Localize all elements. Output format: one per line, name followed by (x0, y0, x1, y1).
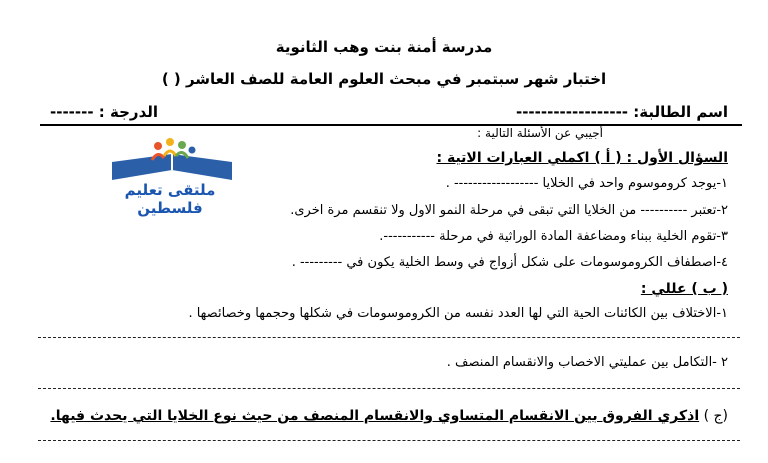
student-name-field: اسم الطالبة: ------------------ (515, 103, 728, 121)
logo-text: ملتقى تعليم فلسطين (124, 181, 216, 217)
q1-item-4: ٤-اصطفاف الكروموسومات على شكل أزواج في وسط الخلية يكون في --------- . (291, 255, 728, 270)
answer-line (38, 337, 740, 338)
q1c-line (50, 408, 728, 424)
q1-item-2: ٢-تعتبر ---------- من الخلايا التي تبقى في مرحلة النمو الاول ولا تنقسم مرة اخرى. (290, 203, 728, 218)
answer-line (38, 440, 740, 441)
instructions: أجيبي عن الأسئلة التالية : (477, 126, 603, 140)
q1-heading: السؤال الأول : ( أ ) اكملي العبارات الاتية : (436, 150, 728, 166)
school-name: مدرسة أمنة بنت وهب الثانوية (275, 38, 493, 56)
q1c-label: (ج ) (703, 408, 728, 424)
q1b-item-2: ٢ -التكامل بين عمليتي الاخصاب والانقسام المنصف . (446, 355, 728, 370)
q1c-heading: اذكري الفروق بين الانقسام المتساوي والانقسام المنصف من حيث نوع الخلايا التي يحدث فيها. (50, 408, 700, 424)
exam-title: اختبار شهر سبتمبر في مبحث العلوم العامة للصف العاشر ( ) (161, 70, 607, 88)
q1b-item-1: ١-الاختلاف بين الكائنات الحية التي لها العدد نفسه من الكروموسومات في شكلها وحجمها وخصائصها . (188, 306, 728, 321)
q1-item-1: ١-يوجد كروموسوم واحد في الخلايا ------------------ . (445, 176, 728, 191)
q1b-heading: ( ب ) عللي : (640, 281, 728, 297)
answer-line (38, 388, 740, 389)
grade-field: الدرجة : ------- (50, 103, 159, 121)
q1-item-3: ٣-تقوم الخلية ببناء ومضاعفة المادة الوراثية في مرحلة -----------. (379, 229, 728, 244)
header-divider (40, 124, 742, 126)
